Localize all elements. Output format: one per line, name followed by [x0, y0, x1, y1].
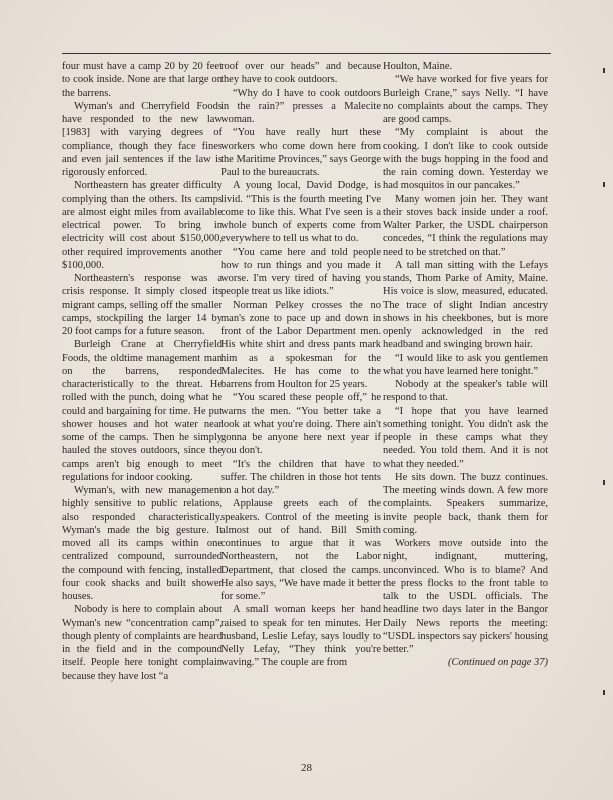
paragraph: Houlton, Maine.	[383, 61, 453, 72]
scan-mark	[603, 480, 605, 485]
text-column-2	[221, 60, 381, 670]
scan-mark	[603, 690, 605, 695]
paragraph: A tall man sitting with the Lefays stands, Thom Parke of Amity, Maine. His voice is slow, measured, educated. The trace of slight Indian ancestry shows in his cheekbones, but is more openly acknowledged in the red headband and swinging brown hair.	[383, 259, 548, 351]
paragraph: Workers move outside into the night, indignant, muttering, unconvinced. Who is to blame? And the press flocks to the front table to talk to the USDL officials. The headline two days later in the Bangor Daily News reports the meeting: “USDL inspectors say pickers' housing better.”	[383, 538, 548, 655]
scan-mark	[603, 182, 605, 187]
paragraph: Northeastern has greater difficulty complying than the others. Its camps are almost eight miles from available electrical power. To bring in electricity will cost about $150,000, other required improvements another $100,000.	[62, 180, 222, 271]
paragraph: “My complaint is about the cooking. I don't like to cook outside with the bugs hopping in the food and the rain coming down. Yesterday we had mosquitos in our pancakes.”	[383, 127, 548, 192]
paragraph: “You came here and told people how to run things and you made it worse. I'm very tired of having you people treat us like idiots.”	[221, 246, 381, 298]
text-column-3	[383, 60, 548, 670]
paragraph: Burleigh Crane at Cherryfield Foods, the oldtime management man on the barrens, responded characteristically to the threat. He rolled with the punch, doing what he could and bargaining for time. He put shower houses and hot water near some of the camps. Then he simply hauled the stoves outdoors, since the camps aren't big enough to meet regulations for indoor cooking.	[62, 339, 222, 483]
paragraph: “You have really hurt these workers who come down here from the Maritime Provinces,” says George Paul to the bureaucrats.	[221, 127, 381, 178]
paragraph: four must have a camp 20 by 20 feet to cook inside. None are that large on the barrens.	[62, 61, 222, 99]
paragraph: A young local, David Dodge, is livid. “This is the fourth meeting I've come to like this. What I've seen is a whole bunch of experts come from everywhere to tell us what to do.	[221, 180, 381, 245]
paragraph: Norman Pelkey crosses the no man's zone to pace up and down in front of the Labor Department men. His white shirt and dress pants mark him as a spokesman for the Malecites. He has come to the barrens from Houlton for 25 years.	[221, 299, 381, 390]
scan-mark	[603, 68, 605, 73]
paragraph: Nobody is here to complain about Wyman's new “concentration camp”, though plenty of complaints are heard in the field and in the compound itself. People here tonight complain because they have lost “a	[62, 604, 222, 682]
paragraph: Many women join her. They want their stoves back inside under a roof. Walter Parker, the USDL chairperson concedes, “I think the regulations may need to be stretched on that.”	[383, 193, 548, 258]
paragraph: “I would like to ask you gentlemen what you have learned here tonight.”	[383, 352, 548, 377]
paragraph: A small woman keeps her hand raised to speak for ten minutes. Her husband, Leslie Lefay, says loudly to Nelly Lefay, “They think you're waving.” The couple are from	[221, 604, 381, 669]
paragraph: Applause greets each of the speakers. Control of the meeting is almost out of hand. Bill Smith continues to argue that it was Northeastern, not the Labor Department, that closed the camps. He also says, “We have made it better for some.”	[221, 498, 381, 602]
text-column-1	[62, 60, 222, 683]
paragraph: “Why do I have to cook outdoors in the rain?” presses a Malecite woman.	[221, 87, 381, 125]
paragraph: Wyman's and Cherryfield Foods have responded to the new law [1983] with varying degrees of compliance, though they face fines and even jail sentences if the law is rigorously enforced.	[62, 100, 222, 178]
paragraph: He sits down. The buzz continues. The meeting winds down. A few more complaints. Speakers summarize, invite people back, thank them for coming.	[383, 471, 548, 536]
paragraph: Northeastern's response was a crisis response. It simply closed its migrant camps, selling off the smaller camps, stockpiling the larger 14 by 20 foot camps for a future season.	[62, 273, 222, 337]
paragraph: “It's the children that have to suffer. The children in those hot tents on a hot day.”	[221, 458, 381, 496]
header-rule	[62, 53, 551, 54]
paragraph: Wyman's, with new management highly sensitive to public relations, also responded characteristically. Wyman's made the big gesture. It moved all its camps within one centralized compound, surrounded the compound with fencing, installed four cook shacks and built shower houses.	[62, 485, 222, 602]
page-number: 28	[301, 762, 312, 774]
continuation-note: (Continued on page 37)	[447, 657, 548, 669]
paragraph: Nobody at the speaker's table will respond to that.	[383, 379, 548, 404]
paragraph: “We have worked for five years for Burleigh Crane,” says Nelly. “I have no complaints about the camps. They are good camps.	[383, 74, 548, 125]
paragraph: “You scared these people off,” he warns the men. “You better take a look at what you're doing. There ain't gonna be anyone here next year if you don't.	[221, 392, 381, 457]
paragraph: “I hope that you have learned something tonight. You didn't ask the people in these camps what they needed. You told them. And it is not what they needed.”	[383, 405, 548, 470]
paragraph: roof over our heads” and because they have to cook outdoors.	[221, 61, 381, 86]
